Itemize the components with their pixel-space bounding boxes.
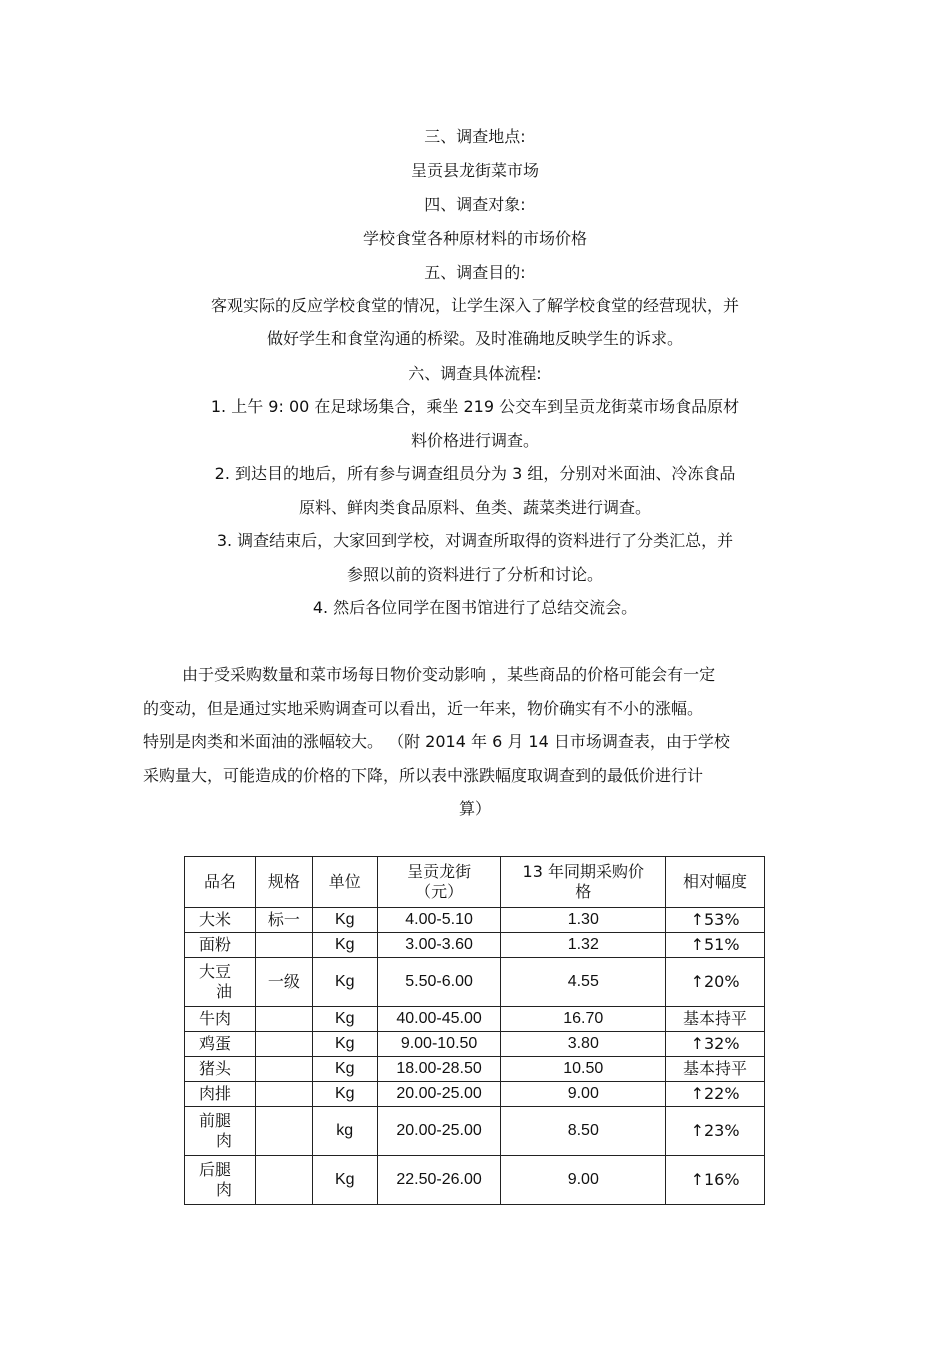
- table-row: [185, 1107, 765, 1156]
- cell-name: 前腿 肉: [185, 1107, 256, 1156]
- cell-change: ↑23%: [666, 1107, 765, 1156]
- cell-change: ↑51%: [666, 933, 765, 958]
- header-last-year-price: [501, 857, 666, 908]
- cell-unit: Kg: [312, 1156, 377, 1205]
- cell-last-year-price: 10.50: [501, 1057, 666, 1082]
- cell-name: 鸡蛋: [185, 1032, 256, 1057]
- cell-market-price: 5.50-6.00: [377, 958, 501, 1007]
- cell-last-year-price: 8.50: [501, 1107, 666, 1156]
- summary-line-5: 算）: [458, 799, 491, 818]
- header-market-line-2: （元）: [415, 882, 464, 901]
- step-3-line-1: 3. 调查结束后，大家回到学校，对调查所取得的资料进行了分类汇总，并: [216, 531, 734, 550]
- table-row: [185, 1032, 765, 1057]
- cell-last-year-price: 9.00: [501, 1156, 666, 1205]
- table-header-row: [185, 857, 765, 908]
- cell-spec: 标一: [255, 908, 312, 933]
- cell-spec: [255, 933, 312, 958]
- cell-unit: Kg: [312, 1057, 377, 1082]
- step-2-line-2: 原料、鲜肉类食品原料、鱼类、蔬菜类进行调查。: [298, 498, 651, 517]
- header-name: 品名: [185, 857, 256, 908]
- header-last-line-1: 13 年同期采购价: [522, 862, 644, 881]
- cell-last-year-price: 4.55: [501, 958, 666, 1007]
- summary-line-2: 的变动，但是通过实地采购调查可以看出，近一年来，物价确实有不小的涨幅。: [143, 699, 704, 718]
- cell-change: 基本持平: [666, 1007, 765, 1032]
- cell-market-price: 20.00-25.00: [377, 1082, 501, 1107]
- summary-line-1: 由于受采购数量和菜市场每日物价变动影响 ，某些商品的价格可能会有一定: [182, 665, 716, 684]
- cell-last-year-price: 9.00: [501, 1082, 666, 1107]
- header-change: 相对幅度: [666, 857, 765, 908]
- purpose-heading: 五、调查目的:: [424, 263, 526, 282]
- cell-change: ↑16%: [666, 1156, 765, 1205]
- cell-market-price: 18.00-28.50: [377, 1057, 501, 1082]
- table-row: [185, 958, 765, 1007]
- location-text: 呈贡县龙街菜市场: [410, 161, 539, 180]
- cell-change: ↑53%: [666, 908, 765, 933]
- cell-spec: [255, 1007, 312, 1032]
- cell-last-year-price: 1.30: [501, 908, 666, 933]
- cell-change: ↑20%: [666, 958, 765, 1007]
- cell-unit: Kg: [312, 933, 377, 958]
- cell-change: 基本持平: [666, 1057, 765, 1082]
- cell-unit: Kg: [312, 1032, 377, 1057]
- header-spec: 规格: [255, 857, 312, 908]
- cell-spec: [255, 1082, 312, 1107]
- step-4: 4. 然后各位同学在图书馆进行了总结交流会。: [312, 598, 638, 617]
- cell-spec: [255, 1107, 312, 1156]
- object-text: 学校食堂各种原材料的市场价格: [362, 229, 587, 248]
- cell-market-price: 22.50-26.00: [377, 1156, 501, 1205]
- step-1-line-2: 料价格进行调查。: [410, 431, 539, 450]
- cell-unit: kg: [312, 1107, 377, 1156]
- table-row: [185, 908, 765, 933]
- object-heading: 四、调查对象:: [424, 195, 526, 214]
- header-market-price: [377, 857, 501, 908]
- cell-name: 牛肉: [185, 1007, 256, 1032]
- purpose-line-1: 客观实际的反应学校食堂的情况，让学生深入了解学校食堂的经营现状，并: [210, 296, 739, 315]
- cell-last-year-price: 1.32: [501, 933, 666, 958]
- summary-line-4: 采购量大，可能造成的价格的下降，所以表中涨跌幅度取调查到的最低价进行计: [143, 766, 704, 785]
- cell-spec: [255, 1156, 312, 1205]
- cell-market-price: 9.00-10.50: [377, 1032, 501, 1057]
- header-last-line-2: 格: [575, 882, 592, 901]
- cell-spec: [255, 1032, 312, 1057]
- header-unit: 单位: [312, 857, 377, 908]
- cell-market-price: 4.00-5.10: [377, 908, 501, 933]
- cell-unit: Kg: [312, 1007, 377, 1032]
- step-2-line-1: 2. 到达目的地后，所有参与调查组员分为 3 组，分别对米面油、冷冻食品: [214, 464, 736, 483]
- cell-market-price: 20.00-25.00: [377, 1107, 501, 1156]
- cell-name: 后腿 肉: [185, 1156, 256, 1205]
- cell-change: ↑32%: [666, 1032, 765, 1057]
- table-row: [185, 1082, 765, 1107]
- cell-market-price: 40.00-45.00: [377, 1007, 501, 1032]
- cell-spec: 一级: [255, 958, 312, 1007]
- cell-last-year-price: 16.70: [501, 1007, 666, 1032]
- cell-unit: Kg: [312, 908, 377, 933]
- cell-spec: [255, 1057, 312, 1082]
- location-heading: 三、调查地点:: [424, 127, 526, 146]
- cell-unit: Kg: [312, 958, 377, 1007]
- summary-line-3: 特别是肉类和米面油的涨幅较大。 （附 2014 年 6 月 14 日市场调查表，由于学校: [143, 732, 730, 751]
- table-row: [185, 1156, 765, 1205]
- cell-market-price: 3.00-3.60: [377, 933, 501, 958]
- process-heading: 六、调查具体流程:: [408, 364, 542, 383]
- cell-name: 面粉: [185, 933, 256, 958]
- step-3-line-2: 参照以前的资料进行了分析和讨论。: [346, 565, 603, 584]
- market-price-table: [184, 856, 765, 1205]
- table-body: [185, 908, 765, 1205]
- cell-name: 肉排: [185, 1082, 256, 1107]
- cell-name: 大豆 油: [185, 958, 256, 1007]
- table-row: [185, 1007, 765, 1032]
- cell-name: 大米: [185, 908, 256, 933]
- cell-last-year-price: 3.80: [501, 1032, 666, 1057]
- cell-change: ↑22%: [666, 1082, 765, 1107]
- table-row: [185, 933, 765, 958]
- cell-name: 猪头: [185, 1057, 256, 1082]
- table-row: [185, 1057, 765, 1082]
- purpose-line-2: 做好学生和食堂沟通的桥梁。及时准确地反映学生的诉求。: [266, 329, 683, 348]
- step-1-line-1: 1. 上午 9: 00 在足球场集合，乘坐 219 公交车到呈贡龙街菜市场食品原材: [210, 397, 740, 416]
- cell-unit: Kg: [312, 1082, 377, 1107]
- header-market-line-1: 呈贡龙街: [407, 862, 472, 881]
